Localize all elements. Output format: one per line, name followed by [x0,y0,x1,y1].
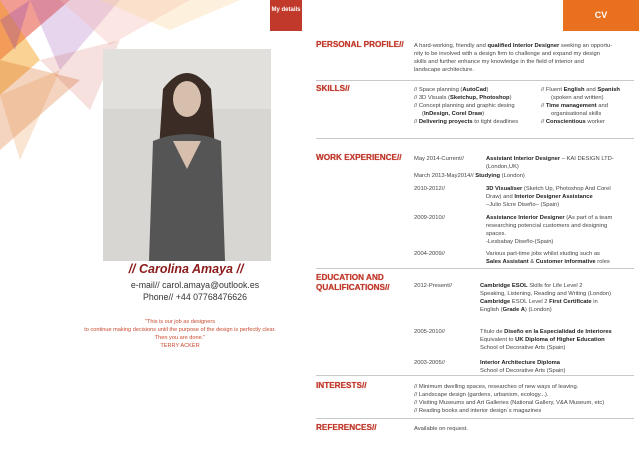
job-description [486,214,636,246]
education-line: Speaking, Listening, Reading and Writing (London) [480,291,612,297]
divider [316,418,634,419]
text-fragment: Interior Designer Assistance [514,194,593,200]
text-fragment: A hard-working, friendly and [414,43,488,49]
text-fragment: AutoCad [462,87,487,93]
job-date: May 2014-Current// [414,156,464,162]
quote-author: TERRY ACKER [160,343,200,349]
references-text: Available on request. [414,426,469,432]
text-fragment: in [591,299,598,305]
text-fragment: worker [585,119,605,125]
text-fragment: Delivering proyects [418,119,473,125]
job-line: researching potencial customers and designing [486,223,608,229]
person-name: // Carolina Amaya // [128,262,244,276]
profile-line: nity to be involved with a design firm to challenge and expand my design [414,51,600,57]
job-line [486,214,636,222]
education-description [480,359,636,375]
contact-info [60,279,330,303]
email-line: e-mail// carol.amaya@outlook.es [130,280,260,290]
education-line [480,306,636,314]
interest-item: // Landscape design (gardens, urbanism, ecology...). [414,392,549,398]
interests-heading: INTERESTS// [316,381,367,390]
text-fragment: 3D Visualiser [486,186,523,192]
job-line: -Lesbabay Diseño-(Spain) [486,239,554,245]
education-line [480,328,636,336]
profile-line: landscape architecture. [414,67,474,73]
text-fragment: seeking an opportu- [559,43,613,49]
text-fragment: // [541,103,546,109]
text-fragment: Assistance Interior Designer [486,215,565,221]
text-fragment: Cambridge ESOL [480,283,528,289]
job-line [486,193,636,201]
text-fragment: – KAI DESIGN LTD- [560,156,614,162]
text-fragment: // Space planning ( [414,87,463,93]
divider [316,138,634,139]
skill-item [414,86,544,94]
text-fragment: ) [482,111,485,117]
text-fragment: Customer informative [535,259,596,265]
education-line [480,336,636,344]
interests-list [414,383,636,415]
skill-item [541,86,637,94]
education-description [480,328,636,352]
job-line: (London,UK) [486,164,519,170]
education-line: Interior Architecture Diploma [480,360,560,366]
quote-line: "This is our job as designers [144,319,216,325]
text-fragment: Assistant Interior Designer [486,156,561,162]
text-fragment: to tight deadlines [472,119,519,125]
text-fragment: Studying [475,173,501,179]
job-date: 2010-2012// [414,186,445,192]
skill-item [414,94,544,102]
text-fragment: Draw) and [486,194,515,200]
interest-item: // Reading books and interior design´s magazines [414,408,542,414]
job-line [486,185,636,193]
skills-right-column [541,86,637,126]
text-fragment: Sales Assistant [486,259,529,265]
cv-tab[interactable]: CV [563,0,639,31]
job-description [486,250,636,266]
interest-item: // Visiting Museums and Art Galleries (National Gallery, V&A Museum, etc) [414,400,605,406]
profile-line [414,42,636,50]
education-line: School of Decorative Arts (Spain) [480,368,566,374]
skill-item: (spoken and written) [551,95,604,101]
skills-heading: SKILLS// [316,84,350,93]
job-description [486,155,636,171]
text-fragment: (As part of a team [564,215,613,221]
text-fragment: Diseño en la Especialidad de Interiores [504,329,612,335]
text-fragment: ) (London) [524,307,552,313]
text-fragment: Título de [480,329,505,335]
phone-line: Phone// +44 07768476626 [143,292,247,302]
skill-item [414,118,544,126]
job-line [486,258,636,266]
job-line: Various part-time jobs whilst studing such as [486,251,600,257]
text-fragment: Cambridge [480,299,511,305]
job-line: –Julio Sicre Diseño– (Spain) [486,202,560,208]
text-fragment: // [541,119,546,125]
text-fragment: InDesign, Corel Draw [423,111,483,117]
text-fragment: roles [595,259,610,265]
skills-left-column [414,86,544,126]
skill-item [541,118,637,126]
skill-item: // Concept planning and graphic desing [414,103,515,109]
text-fragment: and [584,87,598,93]
text-fragment: Equivalent to [480,337,516,343]
skill-item [414,110,544,118]
text-fragment: // Fluent [541,87,564,93]
education-heading-line: EDUCATION AND [316,273,384,282]
text-fragment: & [528,259,536,265]
personal-profile-text [414,42,636,74]
text-fragment: ( [422,111,424,117]
text-fragment: qualified Interior Designer [487,43,560,49]
divider [316,80,634,81]
text-fragment: First Certificate [549,299,592,305]
education-date: 2003-2005// [414,360,445,366]
text-fragment: and [596,103,608,109]
education-heading [316,273,390,293]
text-fragment: ) [509,95,512,101]
text-fragment: English [563,87,585,93]
education-date: 2005-2010// [414,329,445,335]
text-fragment: Sketchup, Photoshop [449,95,510,101]
work-experience-heading: WORK EXPERIENCE// [316,153,402,162]
quote-line: to continue making decisions until the purpose of the design is perfectly clear. [84,327,276,333]
text-fragment: March 2013-May2014// [414,173,476,179]
education-heading-line: QUALIFICATIONS// [316,283,390,292]
divider [316,268,634,269]
quote-line: Then you are done." [154,335,206,341]
designer-quote [30,318,330,350]
skill-item [541,102,637,110]
text-fragment: Skills for Life Level 2 [527,283,583,289]
job-line: spaces. [486,231,506,237]
education-description [480,282,636,314]
my-details-tab[interactable]: My details [270,0,302,31]
text-fragment: (Sketch Up, Photoshop And Corel [522,186,611,192]
skill-item: organisational skills [551,111,602,117]
interest-item: // Minimum dwelling spaces, researches of new ways of leaving. [414,384,579,390]
text-fragment: ) [486,87,489,93]
text-fragment: English ( [480,307,503,313]
education-date: 2012-Present// [414,283,453,289]
profile-line: skills and further enhance my knowledge in the field of interior and [414,59,584,65]
personal-profile-heading: PERSONAL PROFILE// [316,40,404,49]
text-fragment: Spanish [597,87,620,93]
divider [316,375,634,376]
text-fragment: UK Diploma of Higher Education [515,337,605,343]
text-fragment: Conscientious [545,119,586,125]
job-description [486,185,636,209]
education-line [480,282,636,290]
job-line [414,172,525,180]
text-fragment: Time management [545,103,597,109]
references-heading: REFERENCES// [316,423,377,432]
job-date: 2004-2009// [414,251,445,257]
profile-photo [103,49,271,261]
text-fragment: Grade A [502,307,525,313]
job-date: 2009-2010// [414,215,445,221]
job-line [486,155,636,163]
text-fragment: // [414,119,419,125]
education-line [480,298,636,306]
text-fragment: ESOL Level 2 [510,299,550,305]
text-fragment: (London) [500,173,525,179]
education-line: School of Decorative Arts (Spain) [480,345,566,351]
text-fragment: // 3D Visuals ( [414,95,450,101]
